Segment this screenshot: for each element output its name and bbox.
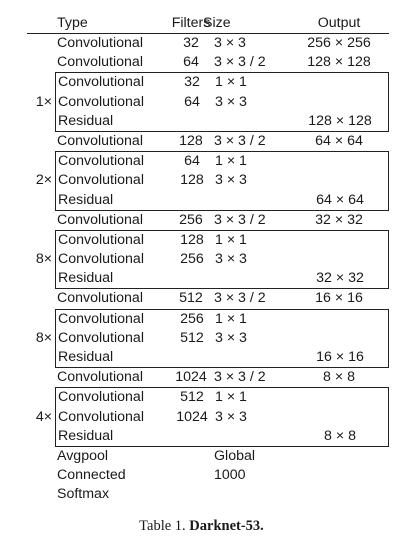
table-row [27, 53, 389, 72]
cell-type: Convolutional [57, 290, 143, 307]
cell-type: Convolutional [58, 153, 144, 170]
cell-type: Convolutional [58, 310, 144, 327]
table-row [28, 171, 388, 190]
cell-type: Convolutional [57, 369, 143, 386]
cell-type: Avgpool [57, 447, 109, 464]
cell-size: 3 × 3 / 2 [214, 290, 266, 307]
cell-filters: 1024 [176, 408, 208, 425]
cell-type: Residual [58, 427, 114, 444]
cell-type: Convolutional [57, 54, 143, 71]
table-row [27, 289, 389, 308]
cell-output: 128 × 128 [307, 54, 371, 71]
cell-type: Convolutional [58, 231, 144, 248]
header-filters: Filters [171, 15, 211, 31]
cell-output: 64 × 64 [315, 132, 363, 149]
repeat-multiplier: 8× [35, 329, 52, 346]
header-output: Output [317, 15, 361, 31]
cell-filters: 512 [180, 389, 204, 406]
repeat-multiplier: 8× [35, 251, 52, 268]
cell-size: 3 × 3 / 2 [214, 211, 266, 228]
cell-filters: 64 [184, 93, 200, 110]
cell-filters: 32 [184, 74, 200, 91]
cell-type: Convolutional [57, 35, 143, 51]
cell-size: 1 × 1 [215, 310, 247, 327]
cell-size: Global [214, 447, 256, 464]
cell-output: 8 × 8 [323, 369, 355, 386]
header-type: Type [57, 15, 88, 31]
table-row [28, 269, 388, 288]
table-row [28, 73, 388, 92]
repeat-multiplier: 4× [35, 408, 52, 425]
cell-output: 256 × 256 [307, 35, 371, 51]
table-row [28, 93, 388, 112]
residual-block-group [35, 72, 389, 132]
table-caption [0, 518, 403, 535]
table-header [27, 14, 389, 34]
table-row [28, 310, 388, 329]
table-row [28, 191, 388, 210]
cell-output: 32 × 32 [315, 211, 363, 228]
cell-type: Connected [57, 467, 126, 484]
cell-size: 1000 [214, 467, 246, 484]
table-row [28, 152, 388, 171]
table-row [27, 211, 389, 230]
cell-size: 3 × 3 / 2 [214, 369, 266, 386]
residual-block-group [35, 151, 389, 211]
cell-filters: 32 [183, 35, 199, 51]
repeat-multiplier: 1× [35, 93, 52, 110]
table-row [27, 132, 389, 151]
cell-type: Convolutional [58, 251, 144, 268]
darknet-table [27, 14, 389, 505]
table-row [27, 34, 389, 53]
cell-size: 3 × 3 [215, 408, 247, 425]
cell-size: 1 × 1 [215, 389, 247, 406]
cell-filters: 64 [183, 54, 199, 71]
cell-filters: 256 [180, 251, 204, 268]
cell-size: 3 × 3 / 2 [214, 54, 266, 71]
residual-block-group [35, 309, 389, 369]
cell-filters: 1024 [175, 369, 207, 386]
cell-output: 16 × 16 [316, 349, 364, 365]
residual-block-group [35, 230, 389, 290]
cell-type: Residual [58, 270, 114, 287]
cell-type: Convolutional [57, 132, 143, 149]
caption-title: Darknet-53. [189, 518, 264, 534]
cell-size: 1 × 1 [215, 153, 247, 170]
cell-filters: 256 [180, 310, 204, 327]
table-row [28, 329, 388, 348]
cell-output: 32 × 32 [316, 270, 364, 287]
cell-type: Convolutional [58, 93, 144, 110]
cell-type: Residual [58, 191, 114, 208]
cell-type: Convolutional [58, 329, 144, 346]
table-row [27, 485, 389, 504]
cell-type: Softmax [57, 486, 110, 503]
residual-block-group [35, 387, 389, 447]
table-row [28, 348, 388, 367]
cell-type: Convolutional [58, 408, 144, 425]
cell-filters: 512 [179, 290, 203, 307]
cell-output: 16 × 16 [315, 290, 363, 307]
table-row [27, 447, 389, 466]
cell-size: 3 × 3 [215, 329, 247, 346]
cell-type: Residual [58, 112, 114, 129]
table-row [28, 112, 388, 131]
cell-filters: 256 [179, 211, 203, 228]
header-size: Size [203, 15, 231, 31]
cell-size: 3 × 3 [215, 93, 247, 110]
cell-size: 3 × 3 [214, 35, 246, 51]
cell-type: Convolutional [58, 389, 144, 406]
table-row [27, 466, 389, 485]
table-row [28, 408, 388, 427]
cell-size: 3 × 3 [215, 172, 247, 189]
table-row [28, 250, 388, 269]
caption-prefix: Table 1. [139, 518, 190, 534]
table-row [28, 427, 388, 446]
cell-size: 3 × 3 / 2 [214, 132, 266, 149]
cell-type: Convolutional [57, 211, 143, 228]
table-body [27, 34, 389, 505]
cell-output: 64 × 64 [316, 191, 364, 208]
cell-filters: 128 [180, 231, 204, 248]
cell-type: Convolutional [58, 74, 144, 91]
cell-output: 128 × 128 [308, 112, 372, 129]
table-row [28, 388, 388, 407]
cell-size: 3 × 3 [215, 251, 247, 268]
cell-size: 1 × 1 [215, 231, 247, 248]
repeat-multiplier: 2× [35, 172, 52, 189]
cell-filters: 128 [180, 172, 204, 189]
cell-filters: 128 [179, 132, 203, 149]
cell-type: Convolutional [58, 172, 144, 189]
cell-output: 8 × 8 [324, 427, 356, 444]
cell-filters: 512 [180, 329, 204, 346]
table-row [28, 231, 388, 250]
cell-size: 1 × 1 [215, 74, 247, 91]
cell-filters: 64 [184, 153, 200, 170]
cell-type: Residual [58, 349, 114, 365]
table-row [27, 368, 389, 387]
